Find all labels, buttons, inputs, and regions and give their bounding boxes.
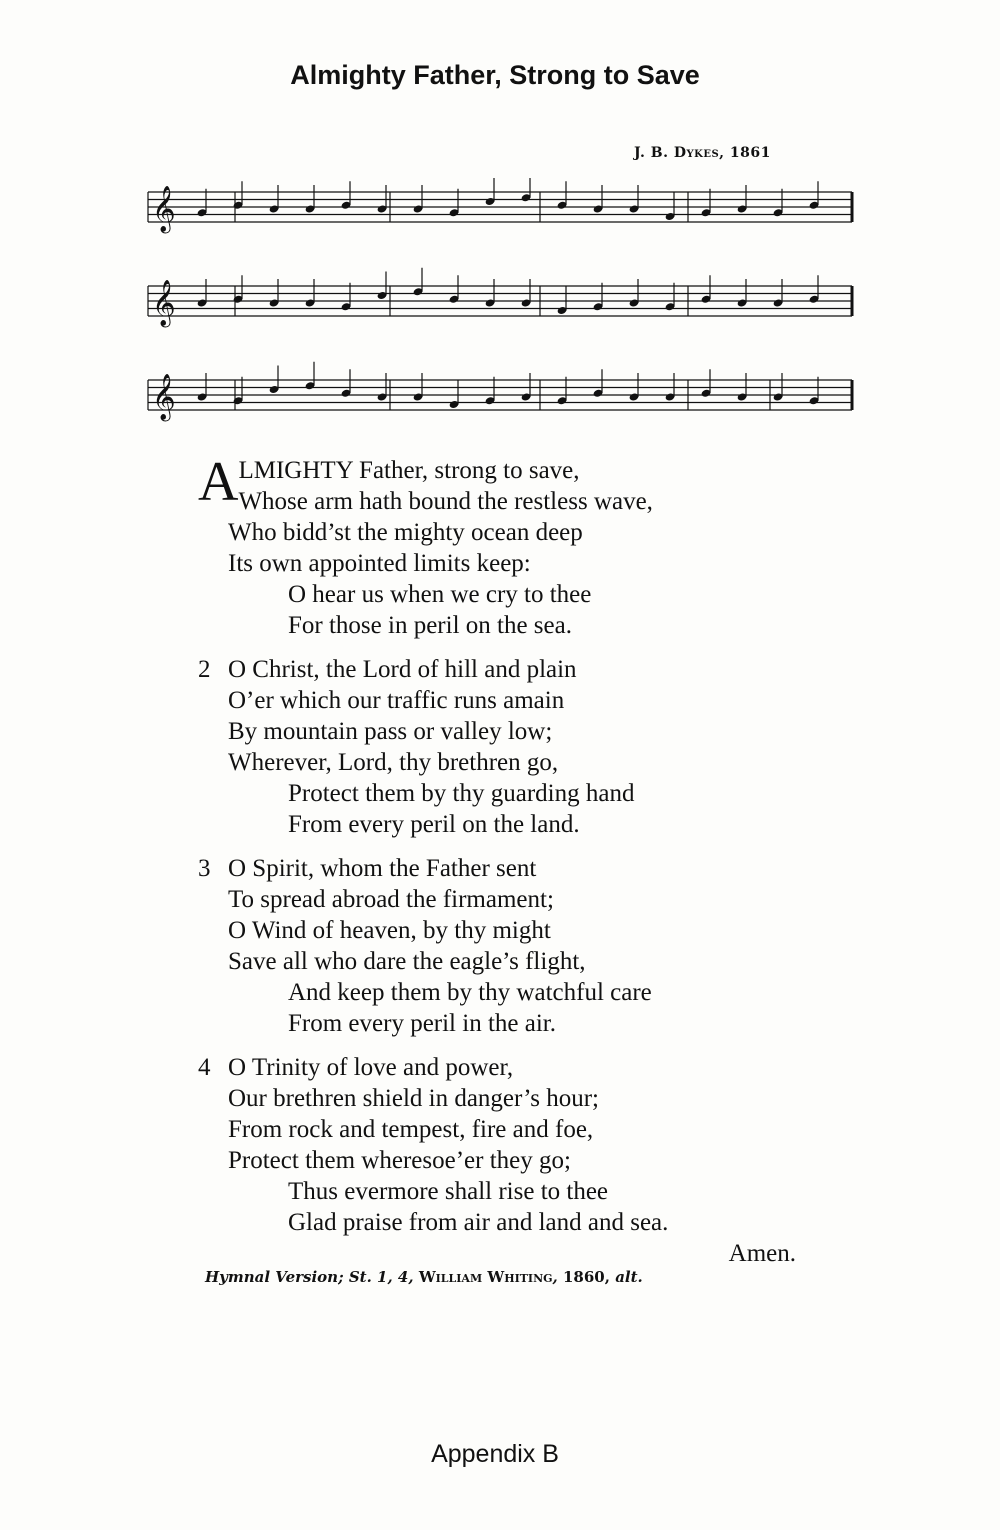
verse-line: O hear us when we cry to thee — [288, 581, 592, 608]
verse-line: O Spirit, whom the Father sent — [228, 855, 537, 882]
svg-text:𝄞: 𝄞 — [152, 280, 176, 326]
verse-line: Glad praise from air and land and sea. — [288, 1209, 669, 1236]
verse-line: Protect them wheresoe’er they go; — [228, 1147, 571, 1174]
dropcap: A — [198, 451, 239, 513]
verse-line: And keep them by thy watchful care — [288, 979, 652, 1006]
verse-line: From every peril in the air. — [288, 1010, 556, 1037]
verse-line: For those in peril on the sea. — [288, 612, 572, 639]
footer-label: Appendix B — [431, 1440, 559, 1468]
amen: Amen. — [728, 1240, 796, 1267]
verse-line: From rock and tempest, fire and foe, — [228, 1116, 594, 1143]
verse-line: To spread abroad the firmament; — [228, 886, 554, 913]
stanza-3 — [198, 853, 858, 1039]
composer-name: J. B. Dykes, 1861 — [634, 145, 771, 161]
stanza-2 — [198, 654, 858, 840]
verse-line: O Christ, the Lord of hill and plain — [228, 656, 577, 683]
stanza-number: 4 — [198, 1054, 211, 1081]
verse-line: O’er which our traffic runs amain — [228, 687, 565, 714]
stanza-number: 3 — [198, 855, 211, 882]
stanza-4 — [198, 1052, 858, 1269]
verse-line: Protect them by thy guarding hand — [288, 780, 635, 807]
verse-line: O Trinity of love and power, — [228, 1054, 514, 1081]
verse-line: Whose arm hath bound the restless wave, — [238, 488, 653, 515]
svg-text:𝄞: 𝄞 — [152, 374, 176, 420]
verse-line: From every peril on the land. — [288, 811, 580, 838]
music-notation — [140, 178, 860, 438]
verse-line: O Wind of heaven, by thy might — [228, 917, 551, 944]
text-credit: Hymnal Version; St. 1, 4, William Whiting, 1860, alt. — [205, 1268, 643, 1286]
stanza-number: 2 — [198, 656, 211, 683]
verse-line: LMIGHTY Father, strong to save, — [238, 457, 580, 484]
verse-line: Our brethren shield in danger’s hour; — [228, 1085, 599, 1112]
verse-line: Wherever, Lord, thy brethren go, — [228, 749, 559, 776]
verse-line: Who bidd’st the mighty ocean deep — [228, 519, 583, 546]
composer-credit — [634, 145, 771, 161]
hymn-title: Almighty Father, Strong to Save — [290, 60, 700, 90]
credit-author: William Whiting — [418, 1268, 553, 1286]
hymn-text — [198, 451, 858, 1269]
credit-note: alt. — [615, 1268, 643, 1286]
verse-line: Save all who dare the eagle’s flight, — [228, 948, 586, 975]
credit-year: 1860, — [562, 1268, 610, 1286]
verse-line: By mountain pass or valley low; — [228, 718, 553, 745]
credit-source: Hymnal Version; St. 1, 4, — [205, 1268, 414, 1286]
verse-line: Thus evermore shall rise to thee — [288, 1178, 609, 1205]
verse-line: Its own appointed limits keep: — [228, 550, 531, 577]
svg-text:𝄞: 𝄞 — [152, 186, 176, 232]
stanza-1 — [198, 451, 858, 641]
